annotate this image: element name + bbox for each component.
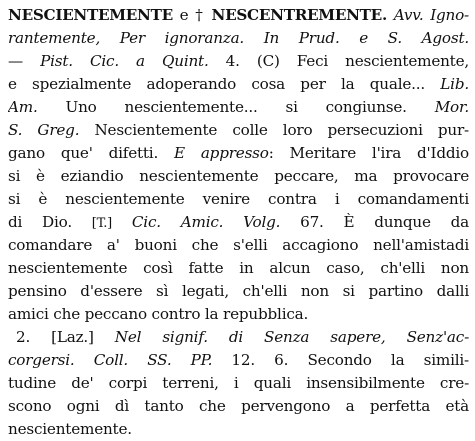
entry-line-16 <box>8 349 469 372</box>
sense-definition: Nel signif. di Senza sapere, Senz'ac- <box>114 328 469 346</box>
quotation-text: nescientemente così fatte in alcun caso, ch'elli non <box>8 259 469 277</box>
quotation-text: pensino d'essere sì legati, ch'elli non si partino dalli <box>8 282 469 300</box>
quotation-text: tudine de' corpi terreni, i quali insensibilmente cre- <box>8 374 469 392</box>
quotation-text: Uno nescientemente... si congiunse. <box>37 98 435 116</box>
quotation-text: 12. 6. Secondo la simili- <box>212 351 469 369</box>
appresso-marker: E appresso <box>174 144 269 162</box>
entry-line-8 <box>8 165 469 188</box>
source-citation: Cic. Amic. Volg. <box>112 213 281 231</box>
dash: — <box>8 52 41 70</box>
quotation-text: Nescientemente colle loro persecuzioni pur- <box>79 121 469 139</box>
entry-line-7 <box>8 142 469 165</box>
entry-line-6 <box>8 119 469 142</box>
quotation-text: 4. (C) Feci nescientemente, <box>208 52 469 70</box>
entry-line-13 <box>8 280 469 303</box>
entry-line-12 <box>8 257 469 280</box>
dagger-mark: † <box>195 6 212 24</box>
entry-line-18 <box>8 395 469 418</box>
source-citation: Am. <box>8 98 38 116</box>
part-of-speech: Avv. Igno- <box>386 6 469 24</box>
entry-line-2 <box>8 27 469 50</box>
entry-line-5 <box>8 96 469 119</box>
entry-line-14 <box>8 303 469 326</box>
entry-line-3 <box>8 50 469 73</box>
entry-line-17 <box>8 372 469 395</box>
entry-line-4 <box>8 73 469 96</box>
quotation-text: : Meritare l'ira d'Iddio <box>268 144 469 162</box>
quotation-text: amici che peccano contro la repubblica. <box>8 305 309 323</box>
entry-line-9 <box>8 188 469 211</box>
definition: rantemente, Per ignoranza. <box>8 29 245 47</box>
entry-line-10 <box>8 211 469 234</box>
sense-number: 2. [Laz.] <box>16 328 115 346</box>
source-citation: S. Greg. <box>8 121 80 139</box>
quotation-text: 67. È dunque da <box>280 213 469 231</box>
entry-line-19 <box>8 418 469 441</box>
source-citation: Mor. <box>434 98 469 116</box>
quotation-text: nescientemente. <box>8 420 132 438</box>
quotation-text: si è nescientemente venire contra i comandamenti <box>8 190 469 208</box>
source-citation: Lib. <box>440 75 469 93</box>
entry-line-15 <box>8 326 469 349</box>
headword-variant: NESCENTREMENTE. <box>211 6 387 24</box>
headword: NESCIENTEMENTE <box>8 6 173 24</box>
entry-line-1 <box>8 4 469 27</box>
editor-mark: [T.] <box>91 216 113 231</box>
source-citation: Coll. SS. PP. <box>74 351 213 369</box>
quotation-text: e spezialmente adoperando cosa per la quale... <box>8 75 441 93</box>
quotation-text: comandare a' buoni che s'elli accagiono nell'amistadi <box>8 236 469 254</box>
quotation-text: si è eziandio nescientemente peccare, ma provocare <box>8 167 469 185</box>
quotation-text: di Dio. <box>8 213 92 231</box>
quotation-text: gano que' difetti. <box>8 144 175 162</box>
sense-definition: corgersi. <box>8 351 75 369</box>
quotation-text: scono ogni dì tanto che pervengono a perfetta età <box>8 397 469 415</box>
entry-line-11 <box>8 234 469 257</box>
source-citation: Pist. Cic. a Quint. <box>40 52 209 70</box>
conjunction: e <box>172 6 196 24</box>
usage-note: In Prud. e S. Agost. <box>244 29 469 47</box>
